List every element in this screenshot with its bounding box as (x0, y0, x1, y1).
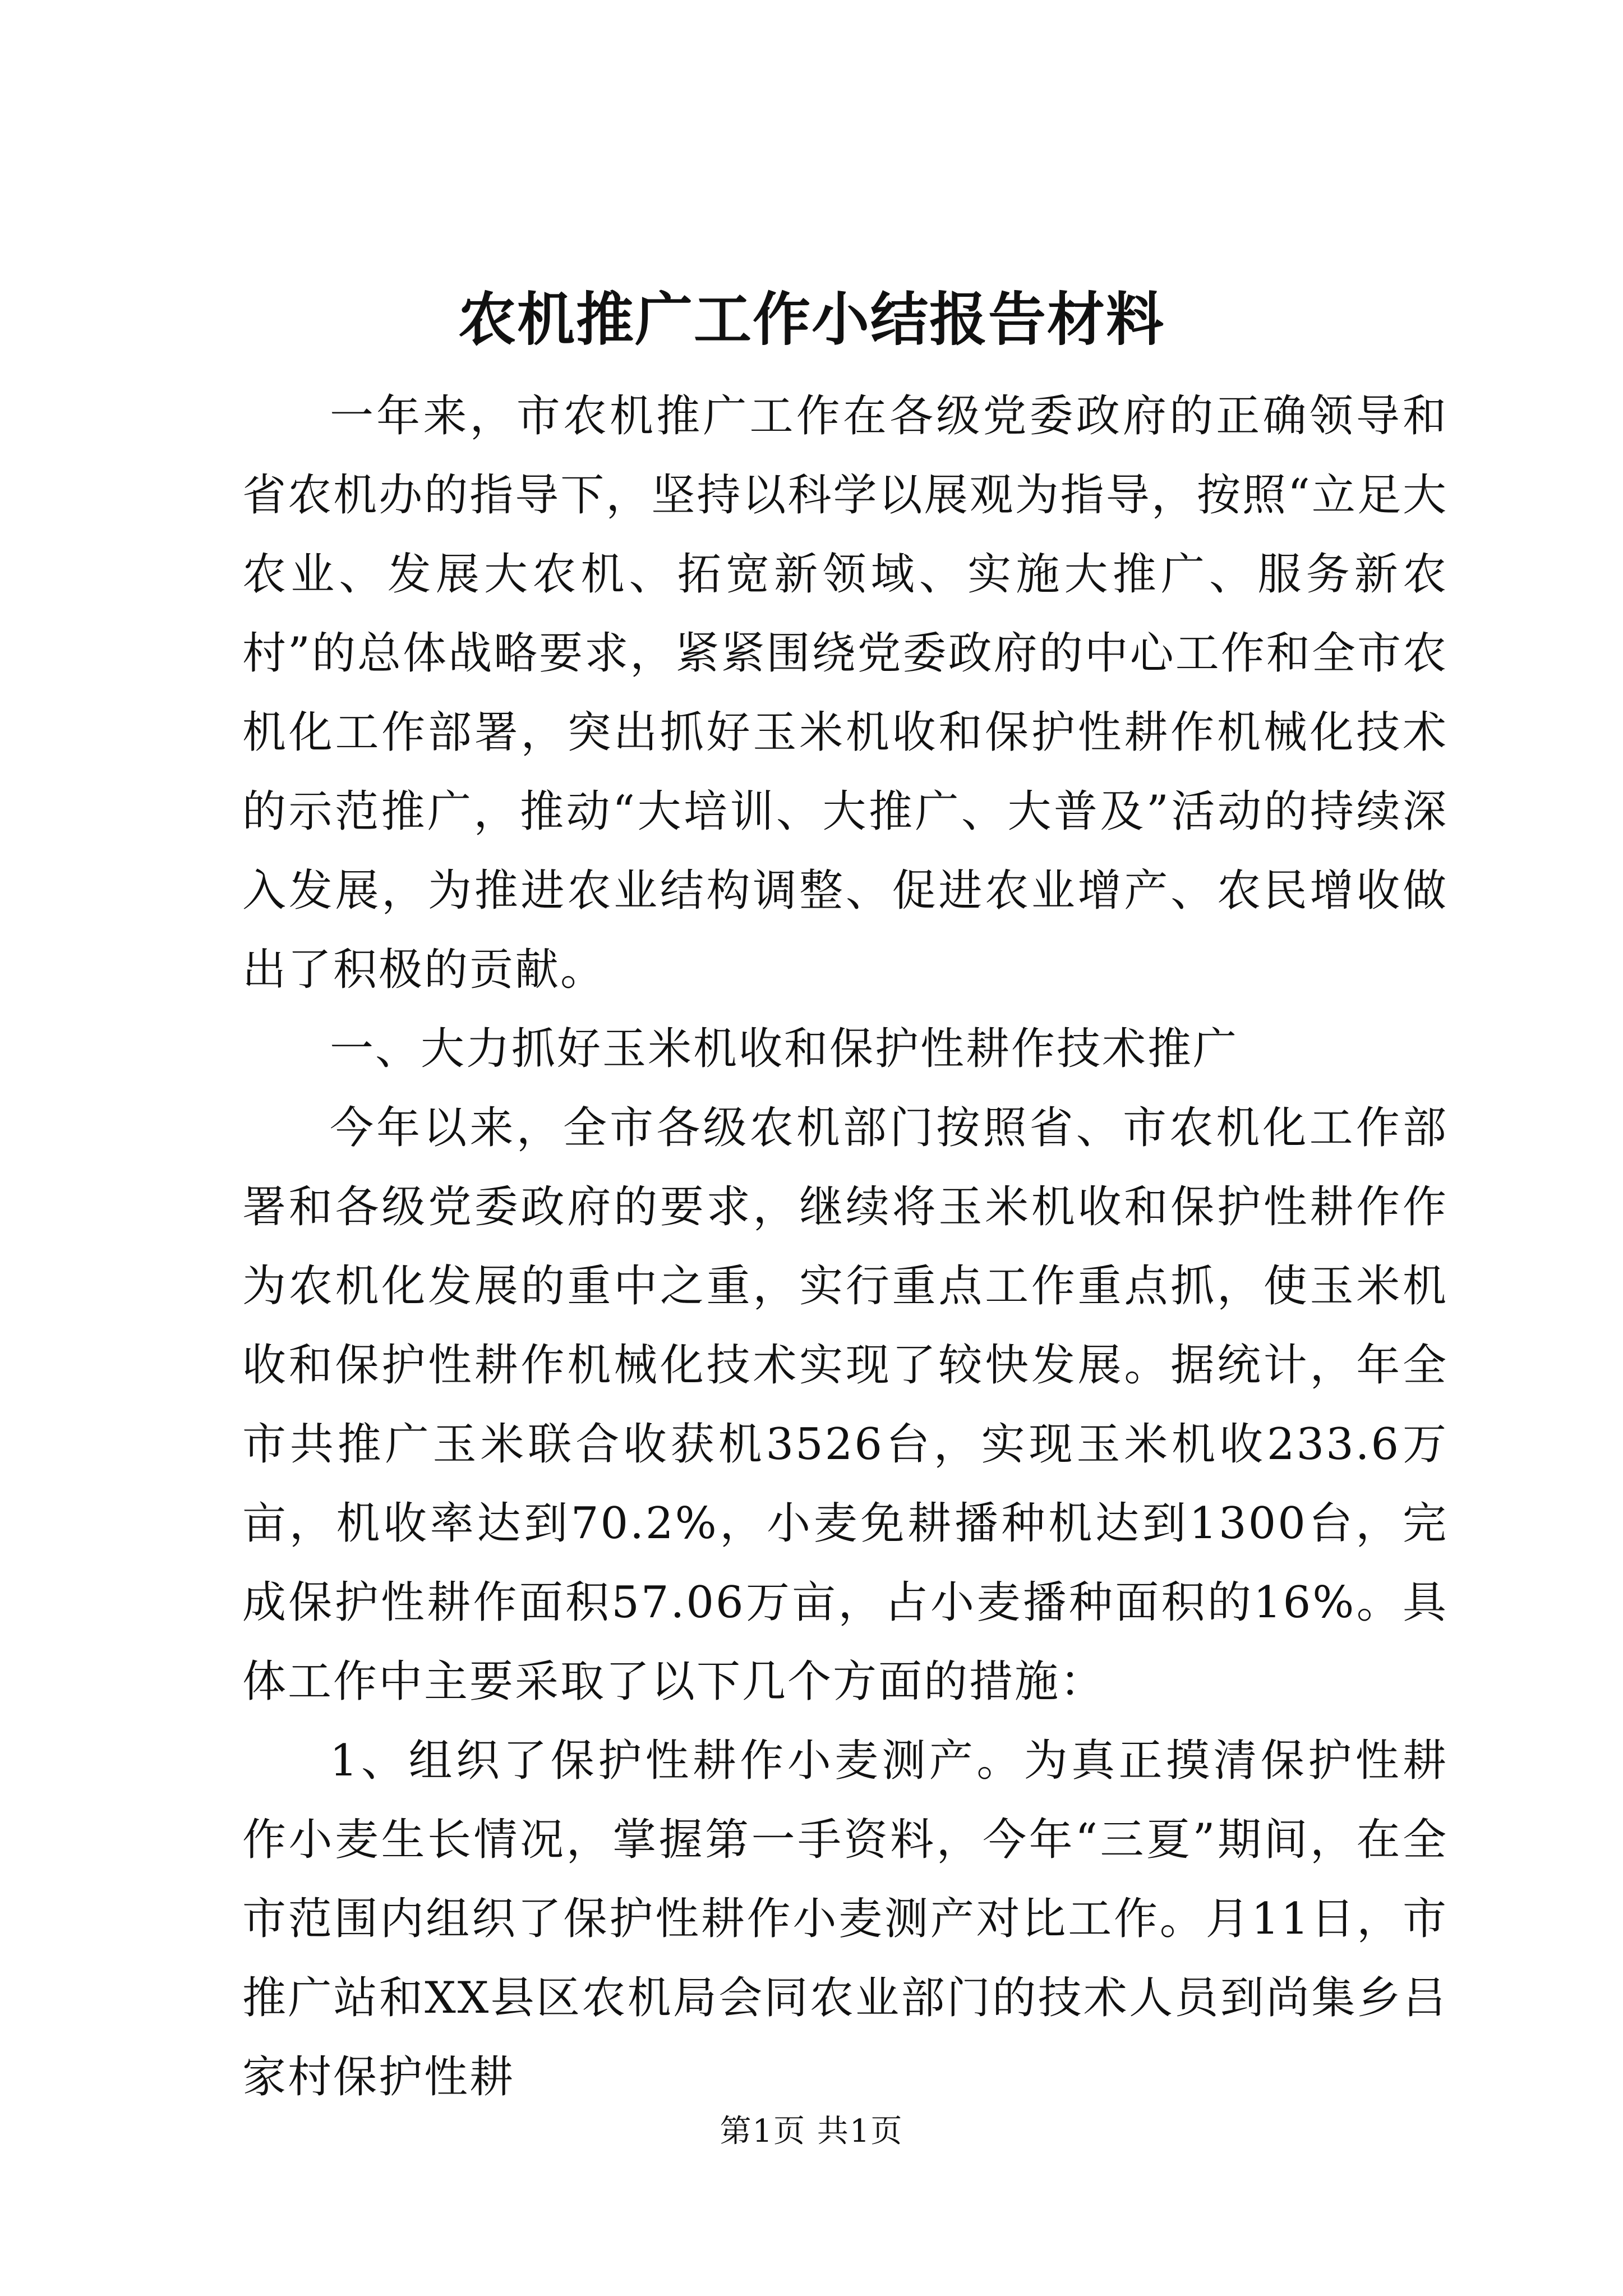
document-body (242, 377, 1448, 2117)
measure-paragraph: 1、组织了保护性耕作小麦测产。为真正摸清保护性耕作小麦生长情况，掌握第一手资料，今年“三夏”期间，在全市范围内组织了保护性耕作小麦测产对比工作。月11日，市推广站和XX县区农机局会同农业部门的技术人员到尚集乡吕家村保护性耕 (242, 1736, 1448, 2102)
section-paragraph: 今年以来，全市各级农机部门按照省、市农机化工作部署和各级党委政府的要求，继续将玉米机收和保护性耕作作为农机化发展的重中之重，实行重点工作重点抓，使玉米机收和保护性耕作机械化技术实现了较快发展。据统计，年全市共推广玉米联合收获机3526台，实现玉米机收233.6万亩，机收率达到70.2%，小麦免耕播种机达到1300台，完成保护性耕作面积57.06万亩，占小麦播种面积的16%。具体工作中主要采取了以下几个方面的措施： (242, 1103, 1448, 1707)
intro-paragraph: 一年来，市农机推广工作在各级党委政府的正确领导和省农机办的指导下，坚持以科学以展观为指导，按照“立足大农业、发展大农机、拓宽新领域、实施大推广、服务新农村”的总体战略要求，紧紧围绕党委政府的中心工作和全市农机化工作部署，突出抓好玉米机收和保护性耕作机械化技术的示范推广，推动“大培训、大推广、大普及”活动的持续深入发展，为推进农业结构调整、促进农业增产、农民增收做出了积极的贡献。 (242, 391, 1448, 995)
section-heading: 一、大力抓好玉米机收和保护性耕作技术推广 (330, 1024, 1239, 1074)
page-footer: 第1页 共1页 (720, 2113, 903, 2150)
document-title: 农机推广工作小结报告材料 (458, 286, 1165, 353)
